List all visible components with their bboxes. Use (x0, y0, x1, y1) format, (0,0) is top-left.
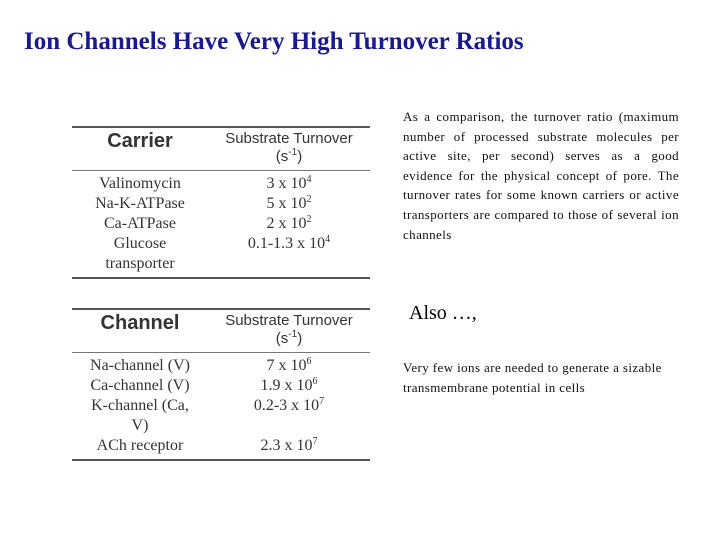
carrier-column-header: Carrier (107, 130, 173, 152)
channel-name: Na-channel (V) (90, 357, 190, 374)
turnover-column-header (208, 128, 370, 166)
unit-open: (s (275, 330, 289, 347)
table-row (72, 234, 370, 254)
turnover-header-unit (208, 148, 370, 166)
table-row (72, 396, 370, 416)
value-exponent: 2 (306, 194, 312, 205)
value-base: 0.1-1.3 x 10 (247, 235, 326, 252)
unit-exponent: -1 (288, 329, 298, 340)
channel-name: K-channel (Ca, (91, 397, 189, 414)
carrier-name: Na-K-ATPase (95, 195, 185, 212)
channel-table-body (72, 353, 370, 459)
value-base: 5 x 10 (266, 195, 307, 212)
table-row (72, 194, 370, 214)
turnover-value (208, 416, 370, 436)
turnover-value (208, 254, 370, 274)
value-base: 2 x 10 (266, 215, 307, 232)
value-exponent: 7 (312, 436, 318, 447)
table-bottom-rule (72, 277, 370, 279)
turnover-value (208, 436, 370, 456)
channel-name: V) (131, 417, 149, 434)
turnover-value (208, 194, 370, 214)
value-exponent: 4 (325, 234, 331, 245)
value-exponent: 6 (306, 356, 312, 367)
turnover-value (208, 174, 370, 194)
table-row (72, 174, 370, 194)
table-row (72, 356, 370, 376)
carrier-name: transporter (105, 255, 175, 272)
table-header (72, 128, 370, 166)
value-base: 1.9 x 10 (260, 377, 313, 394)
table-row (72, 436, 370, 456)
carrier-table-body (72, 171, 370, 277)
value-base: 7 x 10 (266, 357, 307, 374)
table-header (72, 310, 370, 348)
carrier-name: Ca-ATPase (104, 215, 176, 232)
table-row (72, 254, 370, 274)
unit-close: ) (297, 330, 303, 347)
turnover-header-line1: Substrate Turnover (225, 312, 353, 329)
comparison-paragraph: As a comparison, the turnover ratio (maximum number of processed substrate molecules per active site, per second) serves as a good evidence for the physical concept of pore. The turnover rates for some known carriers or active transporters are compared to those of several ion channels (403, 109, 679, 242)
value-base: 2.3 x 10 (260, 437, 313, 454)
turnover-value (208, 376, 370, 396)
channel-table (72, 308, 370, 461)
value-base: 0.2-3 x 10 (253, 397, 320, 414)
value-exponent: 4 (306, 174, 312, 185)
also-heading: Also …, (409, 302, 477, 324)
carrier-table (72, 126, 370, 279)
value-exponent: 6 (312, 376, 318, 387)
channel-name: ACh receptor (96, 437, 184, 454)
turnover-header-unit (208, 330, 370, 348)
turnover-value (208, 396, 370, 416)
turnover-header-line1: Substrate Turnover (225, 130, 353, 147)
carrier-name: Valinomycin (99, 175, 181, 192)
unit-exponent: -1 (288, 147, 298, 158)
table-row (72, 416, 370, 436)
turnover-value (208, 234, 370, 254)
turnover-value (208, 356, 370, 376)
table-row (72, 376, 370, 396)
value-exponent: 2 (306, 214, 312, 225)
value-exponent: 7 (319, 396, 325, 407)
slide-title: Ion Channels Have Very High Turnover Ratios (24, 28, 524, 55)
turnover-value (208, 214, 370, 234)
carrier-name: Glucose (113, 235, 167, 252)
unit-close: ) (297, 148, 303, 165)
channel-name: Ca-channel (V) (90, 377, 190, 394)
channel-column-header: Channel (100, 312, 180, 334)
value-base: 3 x 10 (266, 175, 307, 192)
unit-open: (s (275, 148, 289, 165)
table-row (72, 214, 370, 234)
turnover-column-header (208, 310, 370, 348)
ions-paragraph: Very few ions are needed to generate a sizable transmembrane potential in cells (403, 360, 662, 395)
table-bottom-rule (72, 459, 370, 461)
